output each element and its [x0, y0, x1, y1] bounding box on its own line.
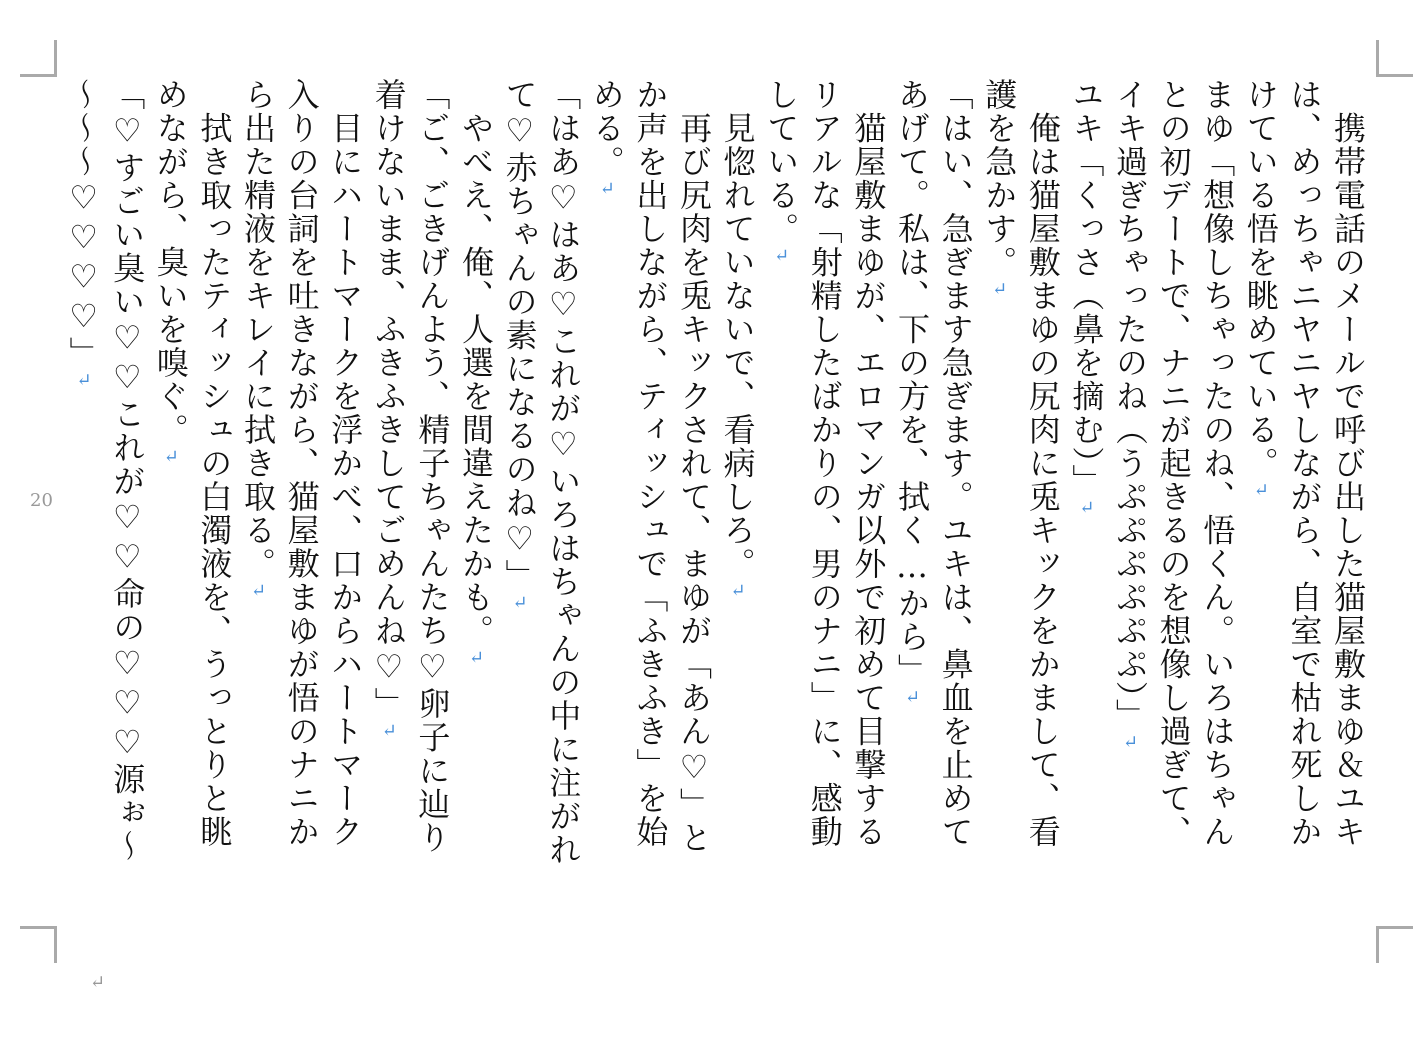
column-text: て♡赤ちゃんの素になるのね♡」	[500, 78, 539, 593]
text-column	[105, 78, 149, 928]
text-column	[1195, 78, 1239, 928]
column-text: 携帯電話のメールで呼び出した猫屋敷まゆ＆ユキ	[1329, 78, 1367, 849]
paragraph-mark-icon: ↵	[509, 592, 531, 614]
text-column	[716, 78, 760, 928]
text-column	[236, 78, 280, 928]
column-text: あげて。私は、下の方を、拭く…から」	[893, 78, 931, 687]
text-column	[1152, 78, 1196, 928]
text-column	[62, 78, 106, 928]
vertical-text-body[interactable]	[60, 78, 1370, 928]
text-column	[1282, 78, 1326, 928]
paragraph-mark-icon: ↵	[378, 720, 400, 742]
page-number: 20	[30, 490, 53, 511]
column-text: けている悟を眺めている。	[1241, 78, 1280, 480]
paragraph-mark-icon: ↵	[727, 580, 749, 602]
column-text: 着けないまま、ふきふきしてごめんね♡」	[369, 78, 408, 721]
text-column	[977, 78, 1021, 928]
end-of-document-mark: ↵	[90, 972, 106, 993]
column-text: ら出た精液をキレイに拭き取る。	[239, 78, 277, 581]
text-column	[890, 78, 934, 928]
text-column	[410, 78, 454, 928]
column-text: 俺は猫屋敷まゆの尻肉に兎キックをかまして、看	[1023, 78, 1062, 849]
text-column	[803, 78, 847, 928]
paragraph-mark-icon: ↵	[160, 446, 182, 468]
column-text: か声を出しながら、ティッシュで「ふきふき」を始	[631, 78, 670, 849]
text-column	[1108, 78, 1152, 928]
crop-mark-top-left	[20, 40, 57, 77]
paragraph-mark-icon: ↵	[902, 687, 923, 708]
crop-mark-bottom-right	[1376, 926, 1413, 963]
column-text: まゆ「想像しちゃったのね、悟くん。いろはちゃん	[1198, 78, 1237, 849]
paragraph-mark-icon: ↵	[466, 647, 487, 669]
text-column	[934, 78, 978, 928]
text-column	[846, 78, 890, 928]
text-column	[367, 78, 411, 928]
paragraph-mark-icon: ↵	[771, 245, 793, 267]
paragraph-mark-icon: ↵	[596, 178, 618, 200]
paragraph-mark-icon: ↵	[1120, 732, 1141, 753]
column-text: 再び尻肉を兎キックされて、まゆが「あん♡」と	[675, 78, 713, 855]
paragraph-mark-icon: ↵	[1076, 497, 1098, 519]
column-text: 見惚れていないで、看病しろ。	[718, 78, 757, 581]
column-text: やべえ、俺、人選を間違えたかも。	[457, 78, 495, 648]
column-text: 「はあ♡はあ♡これが♡いろはちゃんの中に注がれ	[544, 78, 583, 867]
text-column	[1239, 78, 1283, 928]
text-column	[280, 78, 324, 928]
text-column	[192, 78, 236, 928]
column-text: との初デートで、ナニが起きるのを想像し過ぎて、	[1154, 78, 1193, 849]
column-text: 「ご、ごきげんよう、精子ちゃんたち♡卵子に辿り	[413, 78, 452, 855]
paragraph-mark-icon: ↵	[73, 370, 95, 391]
column-text: イキ過ぎちゃったのね（うぷぷぷぷぷぷ）」	[1111, 78, 1149, 732]
text-column	[1064, 78, 1108, 928]
column-text: 目にハートマークを浮かべ、口からハートマーク	[326, 78, 365, 849]
column-text: 猫屋敷まゆが、エロマンガ以外で初めて目撃する	[849, 78, 888, 849]
crop-mark-bottom-left	[20, 926, 57, 963]
column-text: めながら、臭いを嗅ぐ。	[151, 78, 190, 447]
column-text: ユキ「くっさ（鼻を摘む）」	[1067, 78, 1106, 498]
text-column	[541, 78, 585, 928]
column-text: 〜〜〜♡♡♡♡」	[64, 78, 103, 370]
column-text: 護を急かす。	[980, 78, 1019, 279]
column-text: 入りの台詞を吐きながら、猫屋敷まゆが悟のナニか	[282, 78, 321, 849]
column-text: 「はい、急ぎます急ぎます。ユキは、鼻血を止めて	[936, 78, 975, 849]
column-text: める。	[587, 78, 626, 179]
text-column	[498, 78, 542, 928]
text-column	[454, 78, 498, 928]
text-column	[323, 78, 367, 928]
text-column	[1021, 78, 1065, 928]
column-text: 拭き取ったティッシュの白濁液を、うっとりと眺	[195, 78, 234, 849]
paragraph-mark-icon: ↵	[1250, 480, 1272, 501]
text-column	[759, 78, 803, 928]
text-column	[672, 78, 716, 928]
column-text: リアルな「射精したばかりの、男のナニ」に、感動	[805, 78, 844, 849]
column-text: は、めっちゃニヤニヤしながら、自室で枯れ死しか	[1285, 78, 1324, 849]
text-column	[1326, 78, 1370, 928]
paragraph-mark-icon: ↵	[248, 580, 269, 602]
column-text: している。	[762, 78, 801, 246]
text-column	[149, 78, 193, 928]
text-column	[628, 78, 672, 928]
crop-mark-top-right	[1376, 40, 1413, 77]
column-text: 「♡すごい臭い♡♡これが♡♡命の♡♡♡源ぉ〜	[108, 78, 147, 863]
paragraph-mark-icon: ↵	[989, 279, 1011, 300]
text-column	[585, 78, 629, 928]
